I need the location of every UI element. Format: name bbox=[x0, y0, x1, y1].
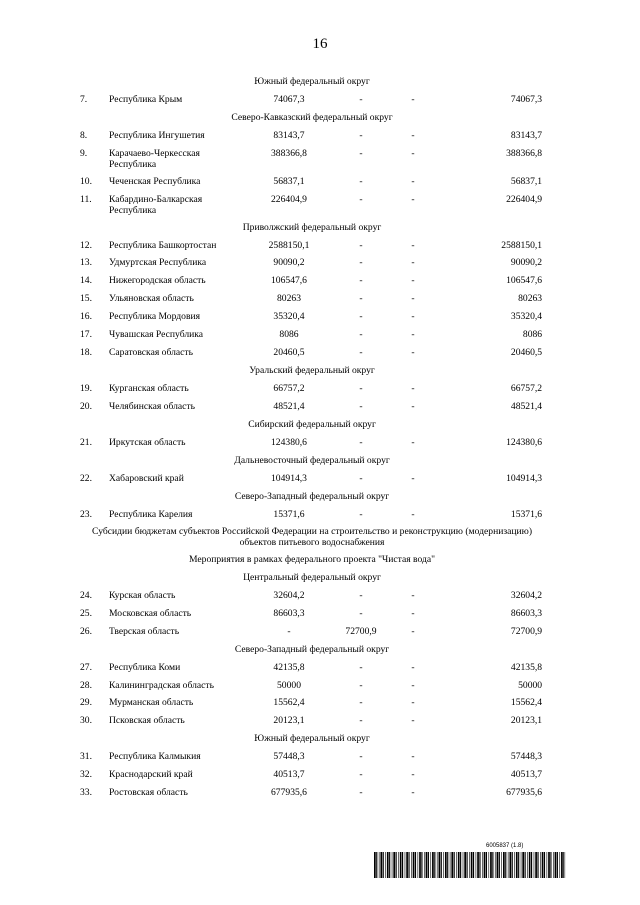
table-row bbox=[80, 659, 544, 677]
value-col-c: - bbox=[411, 347, 415, 358]
value-col-b: - bbox=[359, 293, 363, 304]
row-number: 22. bbox=[80, 473, 92, 484]
value-col-b: - bbox=[359, 473, 363, 484]
row-number: 27. bbox=[80, 662, 92, 673]
value-col-c: - bbox=[411, 608, 415, 619]
value-col-a: 42135,8 bbox=[273, 662, 305, 673]
value-total: 106547,6 bbox=[506, 275, 543, 286]
row-number: 16. bbox=[80, 311, 92, 322]
value-total: 20123,1 bbox=[510, 715, 543, 726]
section-header-row bbox=[80, 219, 544, 237]
table-row bbox=[80, 506, 544, 524]
barcode-image bbox=[374, 852, 566, 878]
value-col-c: - bbox=[411, 715, 415, 726]
value-total: 48521,4 bbox=[510, 401, 543, 412]
value-total: 20460,5 bbox=[510, 347, 543, 358]
table-row bbox=[80, 191, 544, 219]
value-col-c: - bbox=[411, 148, 415, 159]
table-row bbox=[80, 145, 544, 173]
value-total: 90090,2 bbox=[510, 257, 543, 268]
row-number: 24. bbox=[80, 590, 92, 601]
section-title: Центральный федеральный округ bbox=[243, 572, 381, 583]
section-header-row bbox=[80, 551, 544, 569]
value-col-a: 40513,7 bbox=[273, 769, 305, 780]
section-header-row bbox=[80, 109, 544, 127]
region-name: Тверская область bbox=[109, 626, 180, 637]
value-col-c: - bbox=[411, 130, 415, 141]
value-col-b: - bbox=[359, 383, 363, 394]
value-col-b: - bbox=[359, 680, 363, 691]
value-total: 104914,3 bbox=[506, 473, 543, 484]
value-col-c: - bbox=[411, 626, 415, 637]
value-total: 15371,6 bbox=[510, 509, 543, 520]
value-total: 83143,7 bbox=[510, 130, 543, 141]
region-name: Чувашская Республика bbox=[109, 329, 204, 340]
page-number: 16 bbox=[312, 36, 328, 52]
section-header-row bbox=[80, 569, 544, 587]
value-col-a: 104914,3 bbox=[271, 473, 307, 484]
value-col-c: - bbox=[411, 257, 415, 268]
value-total: 66757,2 bbox=[510, 383, 543, 394]
table-row bbox=[80, 344, 544, 362]
row-number: 7. bbox=[80, 94, 88, 105]
value-col-a: 8086 bbox=[279, 329, 299, 340]
value-col-b: - bbox=[359, 176, 363, 187]
value-col-a: 56837,1 bbox=[273, 176, 305, 187]
value-col-a: 83143,7 bbox=[273, 130, 305, 141]
value-col-b: - bbox=[359, 94, 363, 105]
value-col-c: - bbox=[411, 275, 415, 286]
table-row bbox=[80, 398, 544, 416]
region-name: Краснодарский край bbox=[109, 769, 193, 780]
value-total: 42135,8 bbox=[510, 662, 543, 673]
value-total: 8086 bbox=[522, 329, 543, 340]
section-title: Северо-Кавказский федеральный округ bbox=[231, 112, 393, 123]
value-col-a: 50000 bbox=[277, 680, 301, 691]
row-number: 11. bbox=[80, 194, 92, 205]
subsidy-table bbox=[80, 73, 544, 802]
value-col-c: - bbox=[411, 509, 415, 520]
value-col-c: - bbox=[411, 329, 415, 340]
value-total: 226404,9 bbox=[506, 194, 543, 205]
region-name: Удмуртская Республика bbox=[109, 257, 207, 268]
value-col-b: - bbox=[359, 769, 363, 780]
region-name: Республика Мордовия bbox=[109, 311, 201, 322]
region-name: Саратовская область bbox=[109, 347, 193, 358]
region-name: Кабардино-Балкарская Республика bbox=[109, 194, 203, 216]
value-col-a: 57448,3 bbox=[273, 751, 305, 762]
row-number: 12. bbox=[80, 240, 92, 251]
row-number: 21. bbox=[80, 437, 92, 448]
value-col-b: - bbox=[359, 347, 363, 358]
region-name: Чеченская Республика bbox=[109, 176, 201, 187]
region-name: Карачаево-Черкесская Республика bbox=[109, 148, 200, 170]
value-col-b: - bbox=[359, 148, 363, 159]
section-title: Субсидии бюджетам субъектов Российской Федерации на строительство и реконструкцию (модернизацию) объектов питьевого водоснабжения bbox=[92, 526, 533, 548]
value-total: 40513,7 bbox=[510, 769, 543, 780]
table-row bbox=[80, 587, 544, 605]
table-row bbox=[80, 380, 544, 398]
section-title: Южный федеральный округ bbox=[254, 733, 370, 744]
value-col-b: - bbox=[359, 608, 363, 619]
value-col-c: - bbox=[411, 769, 415, 780]
row-number: 23. bbox=[80, 509, 92, 520]
value-total: 50000 bbox=[518, 680, 543, 691]
section-title: Северо-Западный федеральный округ bbox=[234, 644, 390, 655]
value-col-a: 32604,2 bbox=[273, 590, 305, 601]
value-col-b: - bbox=[359, 662, 363, 673]
region-name: Республика Карелия bbox=[109, 509, 193, 520]
region-name: Челябинская область bbox=[109, 401, 195, 412]
row-number: 19. bbox=[80, 383, 92, 394]
table-row bbox=[80, 326, 544, 344]
value-col-a: 677935,6 bbox=[271, 787, 307, 798]
section-title: Сибирский федеральный округ bbox=[248, 419, 376, 430]
value-col-b: - bbox=[359, 130, 363, 141]
table-row bbox=[80, 173, 544, 191]
table-row bbox=[80, 712, 544, 730]
value-col-b: 72700,9 bbox=[345, 626, 377, 637]
value-col-c: - bbox=[411, 697, 415, 708]
value-col-c: - bbox=[411, 240, 415, 251]
row-number: 15. bbox=[80, 293, 92, 304]
row-number: 10. bbox=[80, 176, 92, 187]
region-name: Республика Калмыкия bbox=[109, 751, 201, 762]
value-col-a: 15562,4 bbox=[273, 697, 305, 708]
row-number: 28. bbox=[80, 680, 92, 691]
table-row bbox=[80, 272, 544, 290]
section-header-row bbox=[80, 362, 544, 380]
value-col-c: - bbox=[411, 787, 415, 798]
value-col-b: - bbox=[359, 787, 363, 798]
value-col-b: - bbox=[359, 437, 363, 448]
region-name: Республика Коми bbox=[109, 662, 181, 673]
value-col-a: 106547,6 bbox=[271, 275, 307, 286]
value-col-c: - bbox=[411, 311, 415, 322]
section-header-row bbox=[80, 730, 544, 748]
value-col-b: - bbox=[359, 401, 363, 412]
value-col-a: 66757,2 bbox=[273, 383, 305, 394]
value-col-c: - bbox=[411, 176, 415, 187]
table-row bbox=[80, 91, 544, 109]
section-header-row bbox=[80, 416, 544, 434]
value-total: 35320,4 bbox=[510, 311, 543, 322]
table-row bbox=[80, 290, 544, 308]
value-col-c: - bbox=[411, 383, 415, 394]
table-row bbox=[80, 766, 544, 784]
row-number: 14. bbox=[80, 275, 92, 286]
value-col-a: 388366,8 bbox=[271, 148, 307, 159]
value-col-b: - bbox=[359, 311, 363, 322]
value-col-b: - bbox=[359, 240, 363, 251]
table-row bbox=[80, 237, 544, 254]
row-number: 9. bbox=[80, 148, 88, 159]
subsidy-table-body bbox=[80, 73, 544, 802]
section-header-row bbox=[80, 524, 544, 551]
value-col-c: - bbox=[411, 751, 415, 762]
value-col-a: 35320,4 bbox=[273, 311, 305, 322]
value-col-c: - bbox=[411, 662, 415, 673]
value-col-a: 48521,4 bbox=[273, 401, 305, 412]
section-header-row bbox=[80, 488, 544, 506]
value-col-a: 20123,1 bbox=[273, 715, 305, 726]
region-name: Республика Ингушетия bbox=[109, 130, 205, 141]
value-col-c: - bbox=[411, 194, 415, 205]
region-name: Курская область bbox=[109, 590, 176, 601]
value-col-b: - bbox=[359, 275, 363, 286]
value-total: 15562,4 bbox=[510, 697, 543, 708]
region-name: Курганская область bbox=[109, 383, 189, 394]
row-number: 20. bbox=[80, 401, 92, 412]
row-number: 32. bbox=[80, 769, 92, 780]
value-col-c: - bbox=[411, 680, 415, 691]
value-col-c: - bbox=[411, 590, 415, 601]
row-number: 8. bbox=[80, 130, 88, 141]
value-col-a: 226404,9 bbox=[271, 194, 307, 205]
table-row bbox=[80, 254, 544, 272]
value-col-a: 20460,5 bbox=[273, 347, 305, 358]
value-total: 86603,3 bbox=[510, 608, 543, 619]
region-name: Хабаровский край bbox=[109, 473, 184, 484]
value-col-a: 86603,3 bbox=[273, 608, 305, 619]
region-name: Ростовская область bbox=[109, 787, 188, 798]
section-title: Дальневосточный федеральный округ bbox=[234, 455, 390, 466]
table-row bbox=[80, 308, 544, 326]
value-col-b: - bbox=[359, 257, 363, 268]
value-total: 80263 bbox=[518, 293, 543, 304]
region-name: Псковская область bbox=[109, 715, 185, 726]
value-col-a: 80263 bbox=[277, 293, 301, 304]
region-name: Ульяновская область bbox=[109, 293, 194, 304]
section-header-row bbox=[80, 452, 544, 470]
section-header-row bbox=[80, 641, 544, 659]
table-row bbox=[80, 784, 544, 802]
row-number: 33. bbox=[80, 787, 92, 798]
value-total: 2588150,1 bbox=[501, 240, 543, 251]
value-total: 56837,1 bbox=[510, 176, 543, 187]
table-row bbox=[80, 748, 544, 766]
value-col-a: 74067,3 bbox=[273, 94, 305, 105]
row-number: 29. bbox=[80, 697, 92, 708]
table-row bbox=[80, 677, 544, 694]
row-number: 30. bbox=[80, 715, 92, 726]
table-row bbox=[80, 470, 544, 488]
table-row bbox=[80, 434, 544, 452]
value-col-c: - bbox=[411, 293, 415, 304]
value-col-a: 90090,2 bbox=[273, 257, 305, 268]
section-title: Приволжский федеральный округ bbox=[242, 222, 382, 233]
value-col-b: - bbox=[359, 697, 363, 708]
section-title: Уральский федеральный округ bbox=[249, 365, 375, 376]
value-total: 677935,6 bbox=[506, 787, 543, 798]
value-total: 32604,2 bbox=[510, 590, 543, 601]
table-row bbox=[80, 694, 544, 712]
value-col-b: - bbox=[359, 715, 363, 726]
value-total: 74067,3 bbox=[510, 94, 543, 105]
value-col-c: - bbox=[411, 437, 415, 448]
row-number: 17. bbox=[80, 329, 92, 340]
value-col-b: - bbox=[359, 751, 363, 762]
region-name: Московская область bbox=[109, 608, 192, 619]
value-col-b: - bbox=[359, 590, 363, 601]
region-name: Калининградская область bbox=[109, 680, 214, 691]
row-number: 25. bbox=[80, 608, 92, 619]
region-name: Республика Башкортостан bbox=[109, 240, 217, 251]
value-col-a: 2588150,1 bbox=[268, 240, 310, 251]
value-total: 124380,6 bbox=[506, 437, 543, 448]
value-col-a: 15371,6 bbox=[273, 509, 305, 520]
value-col-c: - bbox=[411, 94, 415, 105]
section-header-row bbox=[80, 73, 544, 91]
section-title: Мероприятия в рамках федерального проекта "Чистая вода" bbox=[189, 554, 436, 565]
region-name: Нижегородская область bbox=[109, 275, 206, 286]
table-row bbox=[80, 605, 544, 623]
row-number: 31. bbox=[80, 751, 92, 762]
row-number: 18. bbox=[80, 347, 92, 358]
value-total: 72700,9 bbox=[510, 626, 543, 637]
barcode-label: 6005837 (1.8) bbox=[486, 843, 524, 849]
value-col-b: - bbox=[359, 329, 363, 340]
value-total: 388366,8 bbox=[506, 148, 543, 159]
row-number: 26. bbox=[80, 626, 92, 637]
table-row bbox=[80, 623, 544, 641]
region-name: Республика Крым bbox=[109, 94, 183, 105]
value-col-c: - bbox=[411, 473, 415, 484]
region-name: Иркутская область bbox=[109, 437, 186, 448]
region-name: Мурманская область bbox=[109, 697, 194, 708]
value-col-a: 124380,6 bbox=[271, 437, 307, 448]
value-total: 57448,3 bbox=[510, 751, 543, 762]
section-title: Южный федеральный округ bbox=[254, 76, 370, 87]
value-col-c: - bbox=[411, 401, 415, 412]
row-number: 13. bbox=[80, 257, 92, 268]
value-col-b: - bbox=[359, 509, 363, 520]
value-col-b: - bbox=[359, 194, 363, 205]
table-row bbox=[80, 127, 544, 145]
section-title: Северо-Западный федеральный округ bbox=[234, 491, 390, 502]
value-col-a: - bbox=[287, 626, 291, 637]
